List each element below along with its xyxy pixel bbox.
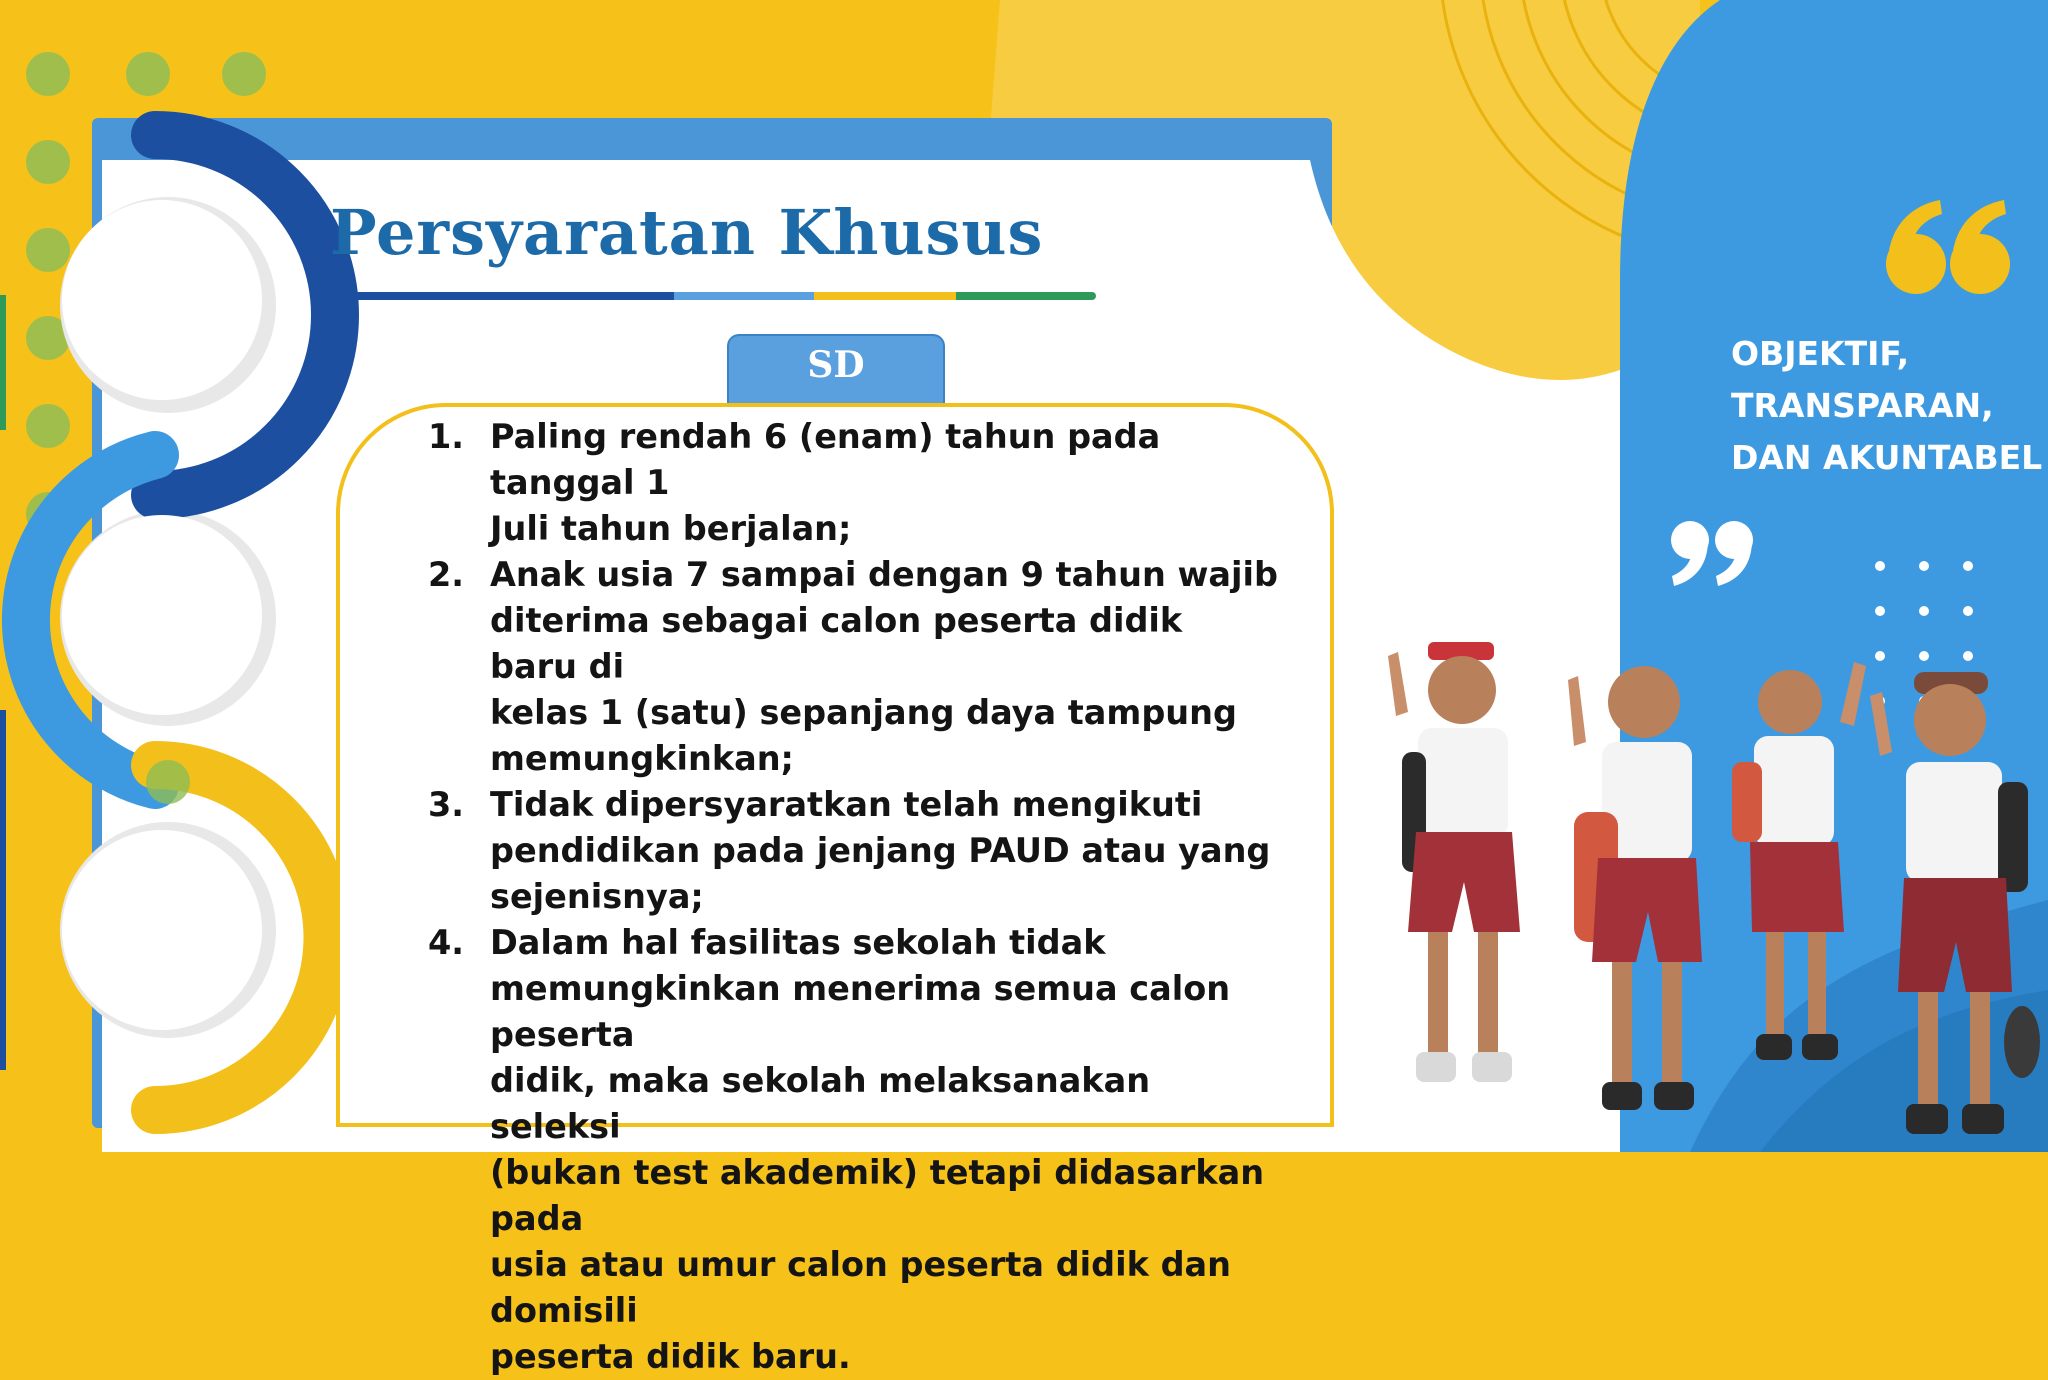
schoolchildren-illustration (1328, 632, 2048, 1152)
list-line: peserta didik baru. (490, 1337, 851, 1376)
child-figure (1870, 672, 2040, 1134)
quote-text (1731, 328, 2042, 484)
requirements-list (428, 414, 1278, 1380)
list-line: (bukan test akademik) tetapi didasarkan pada (490, 1153, 1265, 1238)
list-line: memungkinkan; (490, 739, 794, 778)
level-tab-sd: SD (727, 334, 945, 416)
list-line: usia atau umur calon peserta didik dan domisili (490, 1245, 1232, 1330)
title-underline-segment (956, 292, 1096, 300)
quote-line: OBJEKTIF, (1731, 334, 1910, 373)
list-line: sejenisnya; (490, 877, 704, 916)
list-item (428, 552, 1278, 782)
quote-line: TRANSPARAN, (1731, 386, 1994, 425)
list-line: Juli tahun berjalan; (490, 509, 852, 548)
list-line: pendidikan pada jenjang PAUD atau yang (490, 831, 1271, 870)
list-item (428, 414, 1278, 552)
list-number: 4. (428, 923, 465, 962)
list-item (428, 920, 1278, 1380)
list-number: 1. (428, 417, 465, 456)
list-line: Dalam hal fasilitas sekolah tidak (490, 923, 1106, 962)
list-item (428, 782, 1278, 920)
open-quote-icon (1884, 200, 2014, 300)
list-line: Tidak dipersyaratkan telah mengikuti (490, 785, 1203, 824)
list-number: 3. (428, 785, 465, 824)
list-line: kelas 1 (satu) sepanjang daya tampung (490, 693, 1237, 732)
ring-decoration (0, 0, 320, 1152)
page-title: Persyaratan Khusus (330, 196, 1044, 269)
list-number: 2. (428, 555, 465, 594)
child-figure (1388, 642, 1520, 1082)
list-line: didik, maka sekolah melaksanakan seleksi (490, 1061, 1151, 1146)
list-line: Anak usia 7 sampai dengan 9 tahun wajib (490, 555, 1278, 594)
list-line: Paling rendah 6 (enam) tahun pada tanggal 1 (490, 417, 1161, 502)
child-figure (1732, 662, 1866, 1060)
title-underline-segment (814, 292, 956, 300)
quote-line: DAN AKUNTABEL (1731, 438, 2043, 477)
child-figure (1568, 666, 1702, 1110)
list-line: diterima sebagai calon peserta didik baru di (490, 601, 1183, 686)
title-underline-segment (312, 292, 674, 300)
list-line: memungkinkan menerima semua calon peserta (490, 969, 1231, 1054)
close-quote-icon (1668, 520, 1758, 590)
title-underline-segment (674, 292, 814, 300)
